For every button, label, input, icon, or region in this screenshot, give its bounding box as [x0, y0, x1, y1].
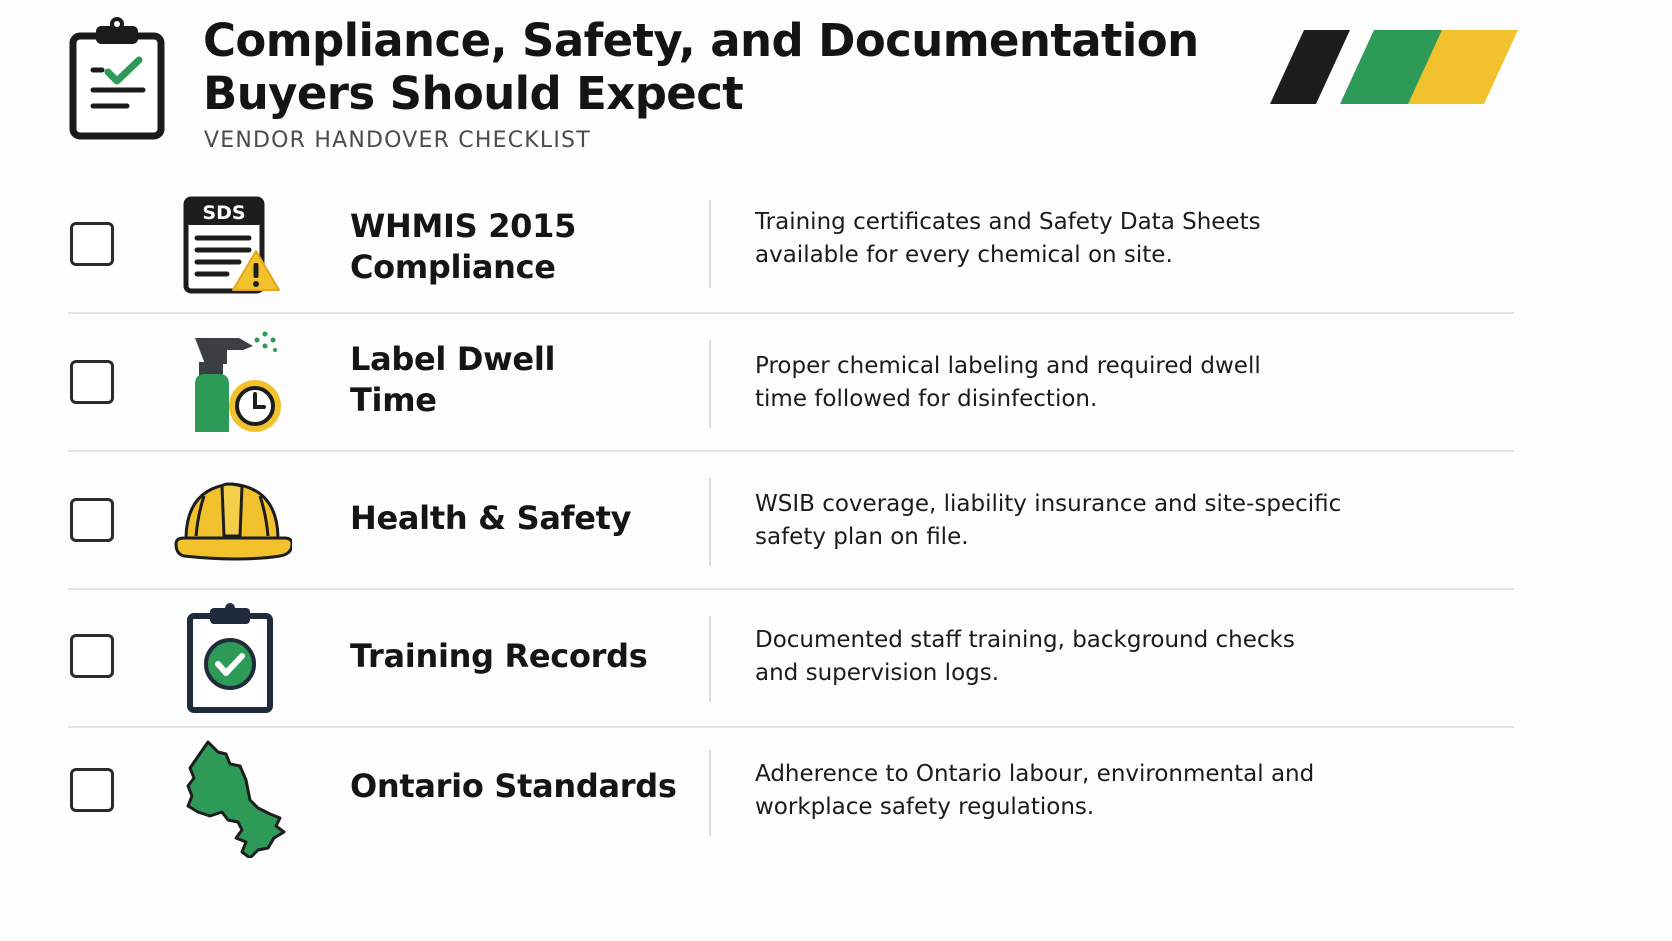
spray-bottle-clock-icon	[181, 326, 291, 436]
row-description	[755, 206, 1261, 272]
row-title	[350, 339, 555, 421]
sds-label: SDS	[202, 202, 246, 224]
checkbox-ontario-standards[interactable]	[70, 768, 114, 812]
row-description-line-2: available for every chemical on site.	[755, 242, 1173, 268]
page-title-line-2: Buyers Should Expect	[203, 67, 744, 120]
row-description-line-1: Training certificates and Safety Data Sheets	[755, 209, 1261, 235]
row-description-line-1: Proper chemical labeling and required dwell	[755, 353, 1261, 379]
row-description	[755, 758, 1314, 824]
column-divider	[709, 478, 711, 566]
checklist-row-health-safety	[68, 452, 1514, 590]
checklist-row-ontario-standards	[68, 728, 1514, 868]
column-divider	[709, 750, 711, 836]
row-description-line-1: Documented staff training, background checks	[755, 627, 1295, 653]
row-title-line-2: Time	[350, 381, 437, 419]
page-title-line-1: Compliance, Safety, and Documentation	[203, 14, 1199, 67]
column-divider	[709, 200, 711, 288]
checkbox-whmis[interactable]	[70, 222, 114, 266]
clipboard-check-icon	[68, 16, 168, 141]
row-title	[350, 636, 647, 677]
sds-warning-document-icon	[181, 194, 281, 294]
row-description	[755, 488, 1341, 554]
hard-hat-icon	[172, 476, 292, 566]
row-title-line-1: Health & Safety	[350, 499, 632, 537]
page-title	[203, 14, 1199, 120]
column-divider	[709, 340, 711, 428]
row-title	[350, 766, 677, 807]
row-title	[350, 206, 576, 288]
checklist-row-label-dwell	[68, 314, 1514, 452]
row-description-line-2: time followed for disinfection.	[755, 386, 1098, 412]
checkbox-health-safety[interactable]	[70, 498, 114, 542]
row-description-line-2: and supervision logs.	[755, 660, 1000, 686]
row-title-line-1: Ontario Standards	[350, 767, 677, 805]
checklist-row-whmis	[68, 180, 1514, 314]
row-title-line-1: Label Dwell	[350, 340, 556, 378]
row-title-line-1: WHMIS 2015	[350, 207, 577, 245]
row-description	[755, 350, 1261, 416]
checklist-row-training-records	[68, 590, 1514, 728]
row-description-line-1: WSIB coverage, liability insurance and site-specific	[755, 491, 1342, 517]
checkbox-label-dwell[interactable]	[70, 360, 114, 404]
row-title-line-2: Compliance	[350, 248, 556, 286]
ontario-map-icon	[178, 738, 298, 858]
brand-stripes	[1270, 26, 1520, 108]
row-description-line-1: Adherence to Ontario labour, environmental and	[755, 761, 1315, 787]
page-subtitle: VENDOR HANDOVER CHECKLIST	[204, 128, 591, 153]
row-description-line-2: safety plan on file.	[755, 524, 969, 550]
row-title-line-1: Training Records	[350, 637, 648, 675]
row-title	[350, 498, 631, 539]
clipboard-checkmark-icon	[186, 602, 276, 714]
row-description-line-2: workplace safety regulations.	[755, 794, 1095, 820]
row-description	[755, 624, 1295, 690]
checkbox-training-records[interactable]	[70, 634, 114, 678]
column-divider	[709, 616, 711, 702]
